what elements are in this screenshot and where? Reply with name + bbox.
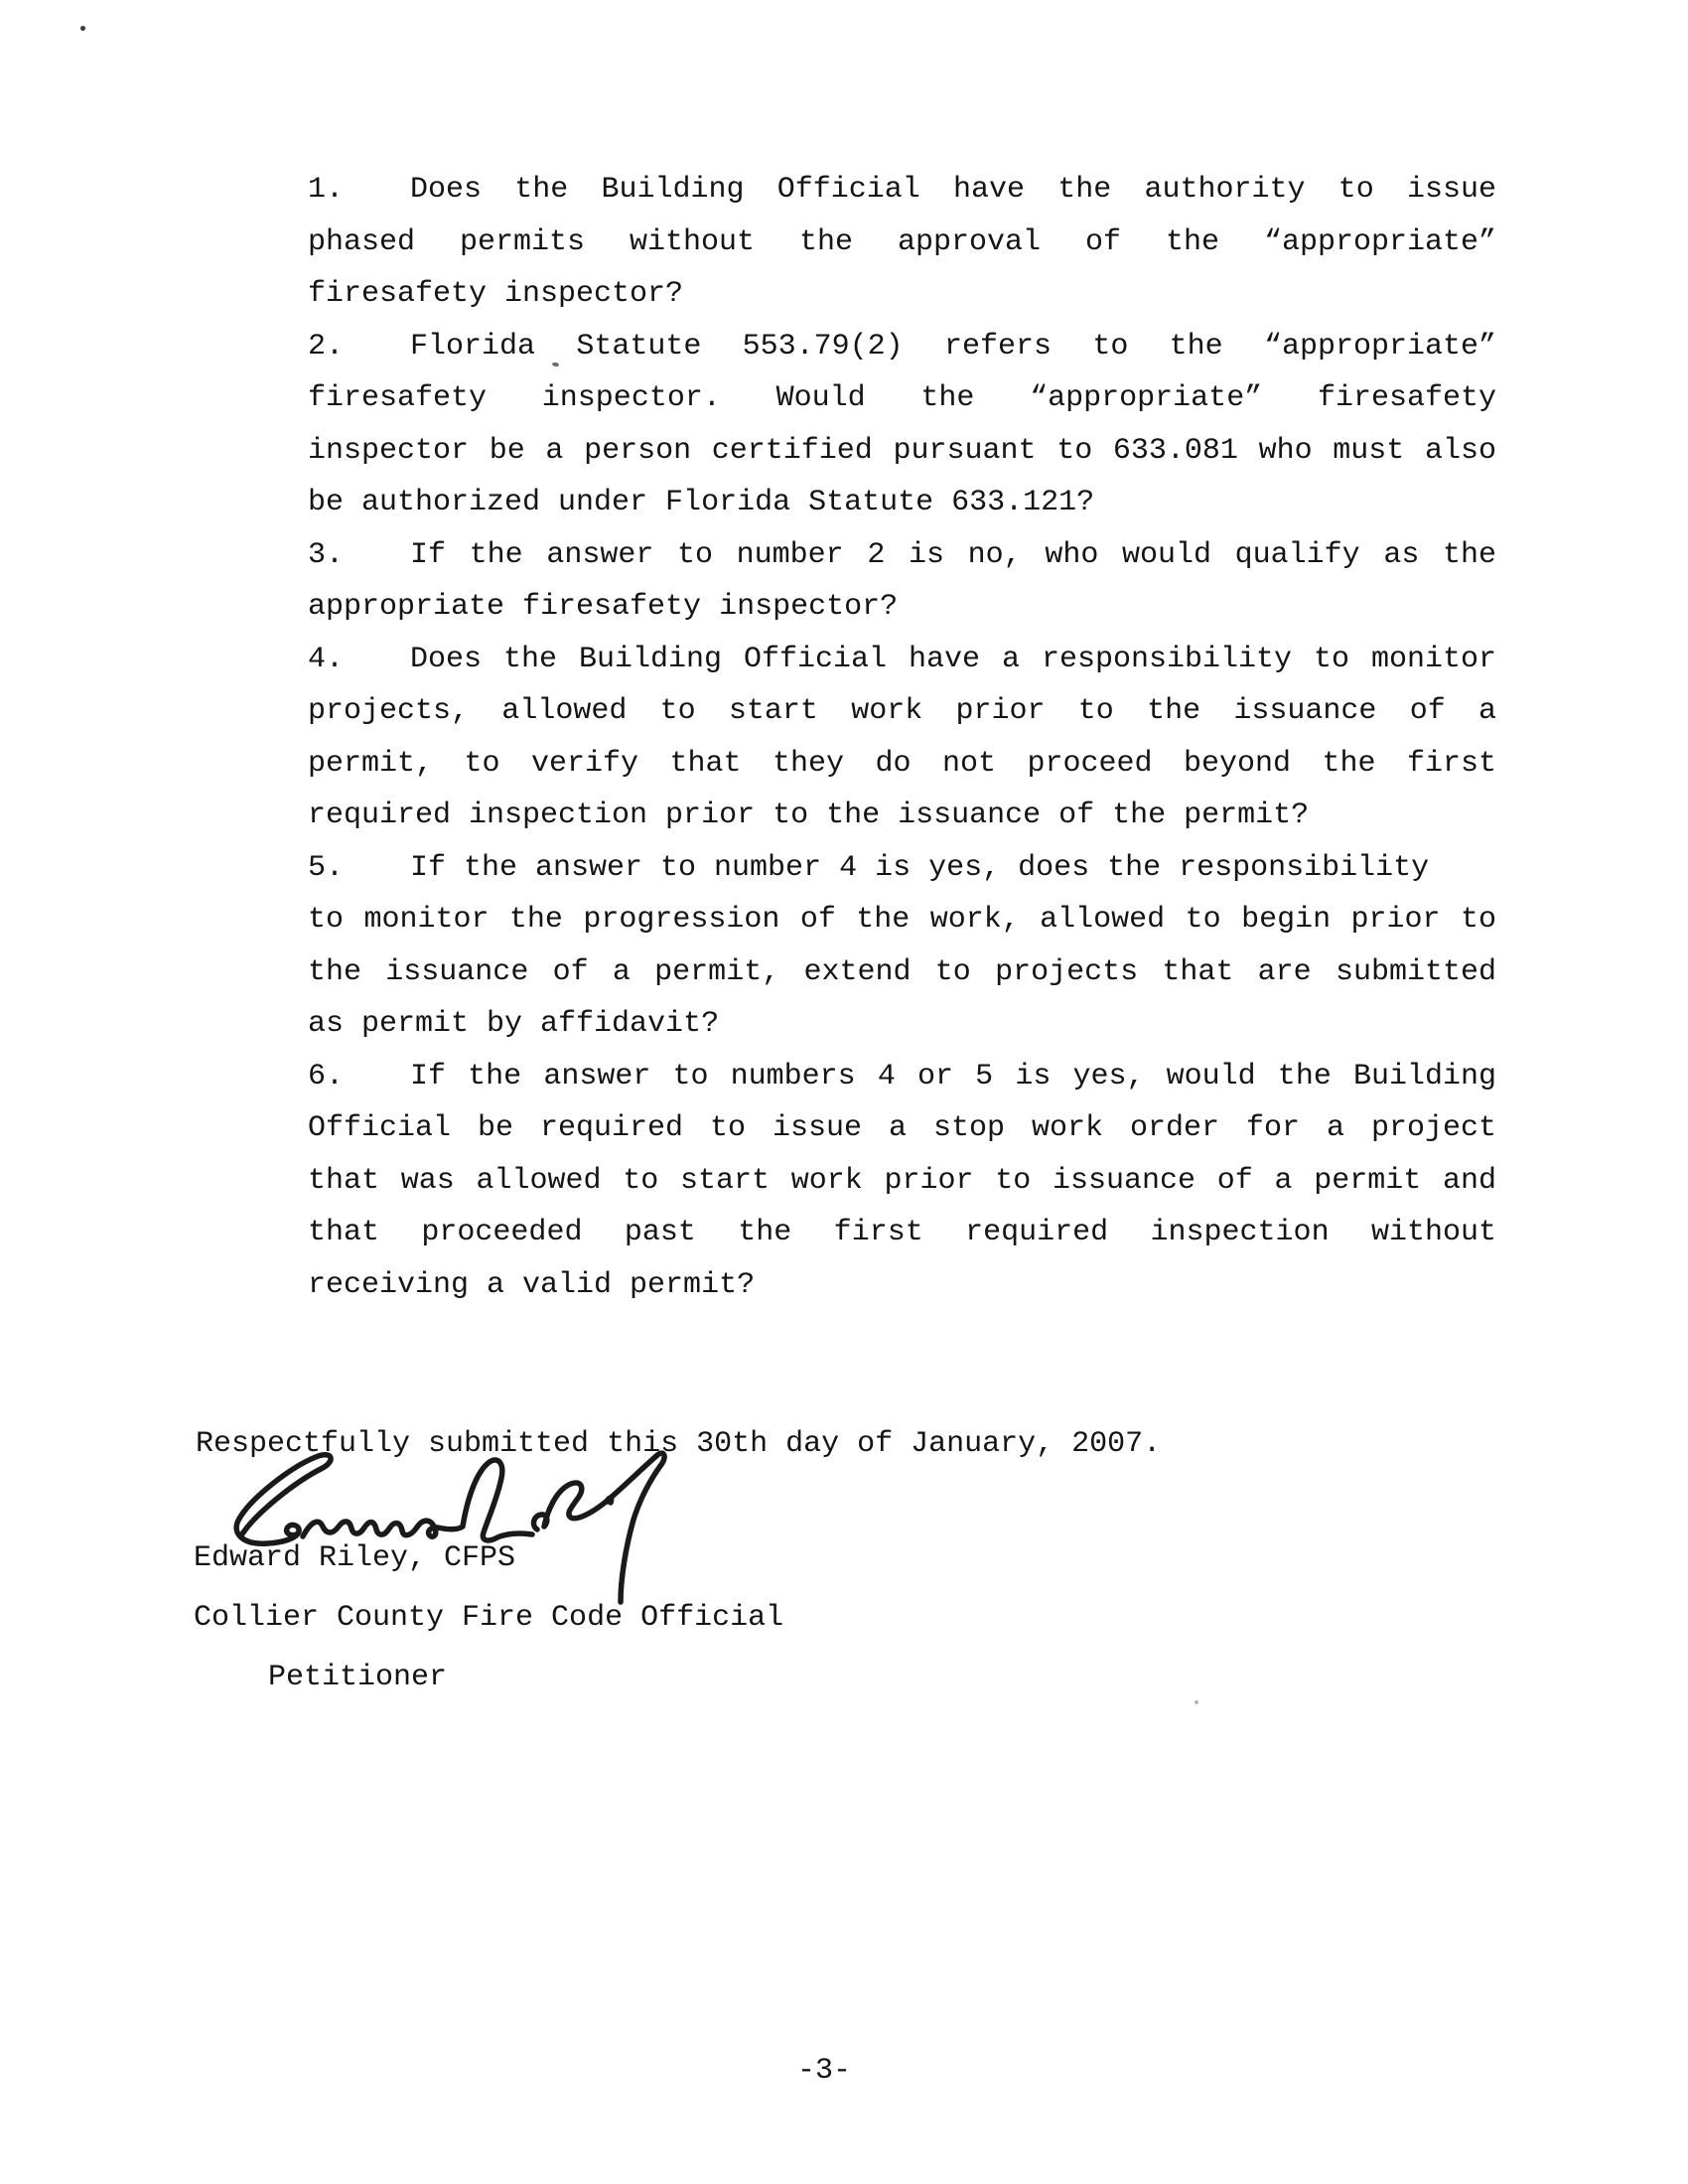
question-number: 6. <box>308 1059 345 1093</box>
question-1-line-2: phased permits without the approval of the “appropriate” <box>308 224 1496 259</box>
question-number: 4. <box>308 642 345 676</box>
question-6-line-2: Official be required to issue a stop work order for a project <box>308 1111 1496 1145</box>
question-4-line-3: permit, to verify that they do not proceed beyond the first <box>308 746 1496 781</box>
question-number: 2. <box>308 329 345 364</box>
signatory-role: Petitioner <box>268 1661 448 1694</box>
question-6-line-3: that was allowed to start work prior to issuance of a permit and <box>308 1163 1496 1198</box>
question-1-line-1: 1. Does the Building Official have the authority to issue <box>308 164 1496 217</box>
question-6-line-5: receiving a valid permit? <box>308 1267 756 1302</box>
signatory-name: Edward Riley, CFPS <box>194 1541 516 1575</box>
scan-artifact-dot <box>1195 1700 1198 1704</box>
question-6-line-4: that proceeded past the first required inspection without <box>308 1216 1496 1249</box>
question-2-line-3: inspector be a person certified pursuant to 633.081 who must also <box>308 433 1496 468</box>
respectfully-submitted-line: Respectfully submitted this 30th day of January, 2007. <box>196 1427 1162 1461</box>
scan-artifact-dot <box>80 26 85 31</box>
question-5-line-1: 5. If the answer to number 4 is yes, does the responsibility <box>308 842 1496 895</box>
question-5-line-2: to monitor the progression of the work, allowed to begin prior to <box>308 903 1496 937</box>
question-3-line-2: appropriate firesafety inspector? <box>308 590 899 624</box>
page-number: -3- <box>797 2054 852 2088</box>
question-2-line-2: firesafety inspector. Would the “appropriate” firesafety <box>308 381 1496 415</box>
numbered-questions-list <box>308 164 1496 1311</box>
question-6-line-1: 6. If the answer to numbers 4 or 5 is yes, would the Building <box>308 1051 1496 1103</box>
question-5-line-3: the issuance of a permit, extend to projects that are submitted <box>308 954 1496 989</box>
question-1-line-3: firesafety inspector? <box>308 277 684 311</box>
question-3-line-1: 3. If the answer to number 2 is no, who would qualify as the <box>308 529 1496 582</box>
question-4-line-1: 4. Does the Building Official have a responsibility to monitor <box>308 634 1496 686</box>
signatory-title: Collier County Fire Code Official <box>194 1601 784 1635</box>
question-2-line-1: 2. Florida Statute 553.79(2) refers to the “appropriate” <box>308 321 1496 373</box>
question-4-line-4: required inspection prior to the issuance of the permit? <box>308 799 1310 832</box>
question-number: 5. <box>308 850 345 885</box>
question-number: 3. <box>308 537 345 572</box>
question-5-line-4: as permit by affidavit? <box>308 1007 720 1041</box>
question-2-line-4: be authorized under Florida Statute 633.121? <box>308 486 1095 519</box>
question-4-line-2: projects, allowed to start work prior to the issuance of a <box>308 694 1496 728</box>
question-number: 1. <box>308 173 345 207</box>
